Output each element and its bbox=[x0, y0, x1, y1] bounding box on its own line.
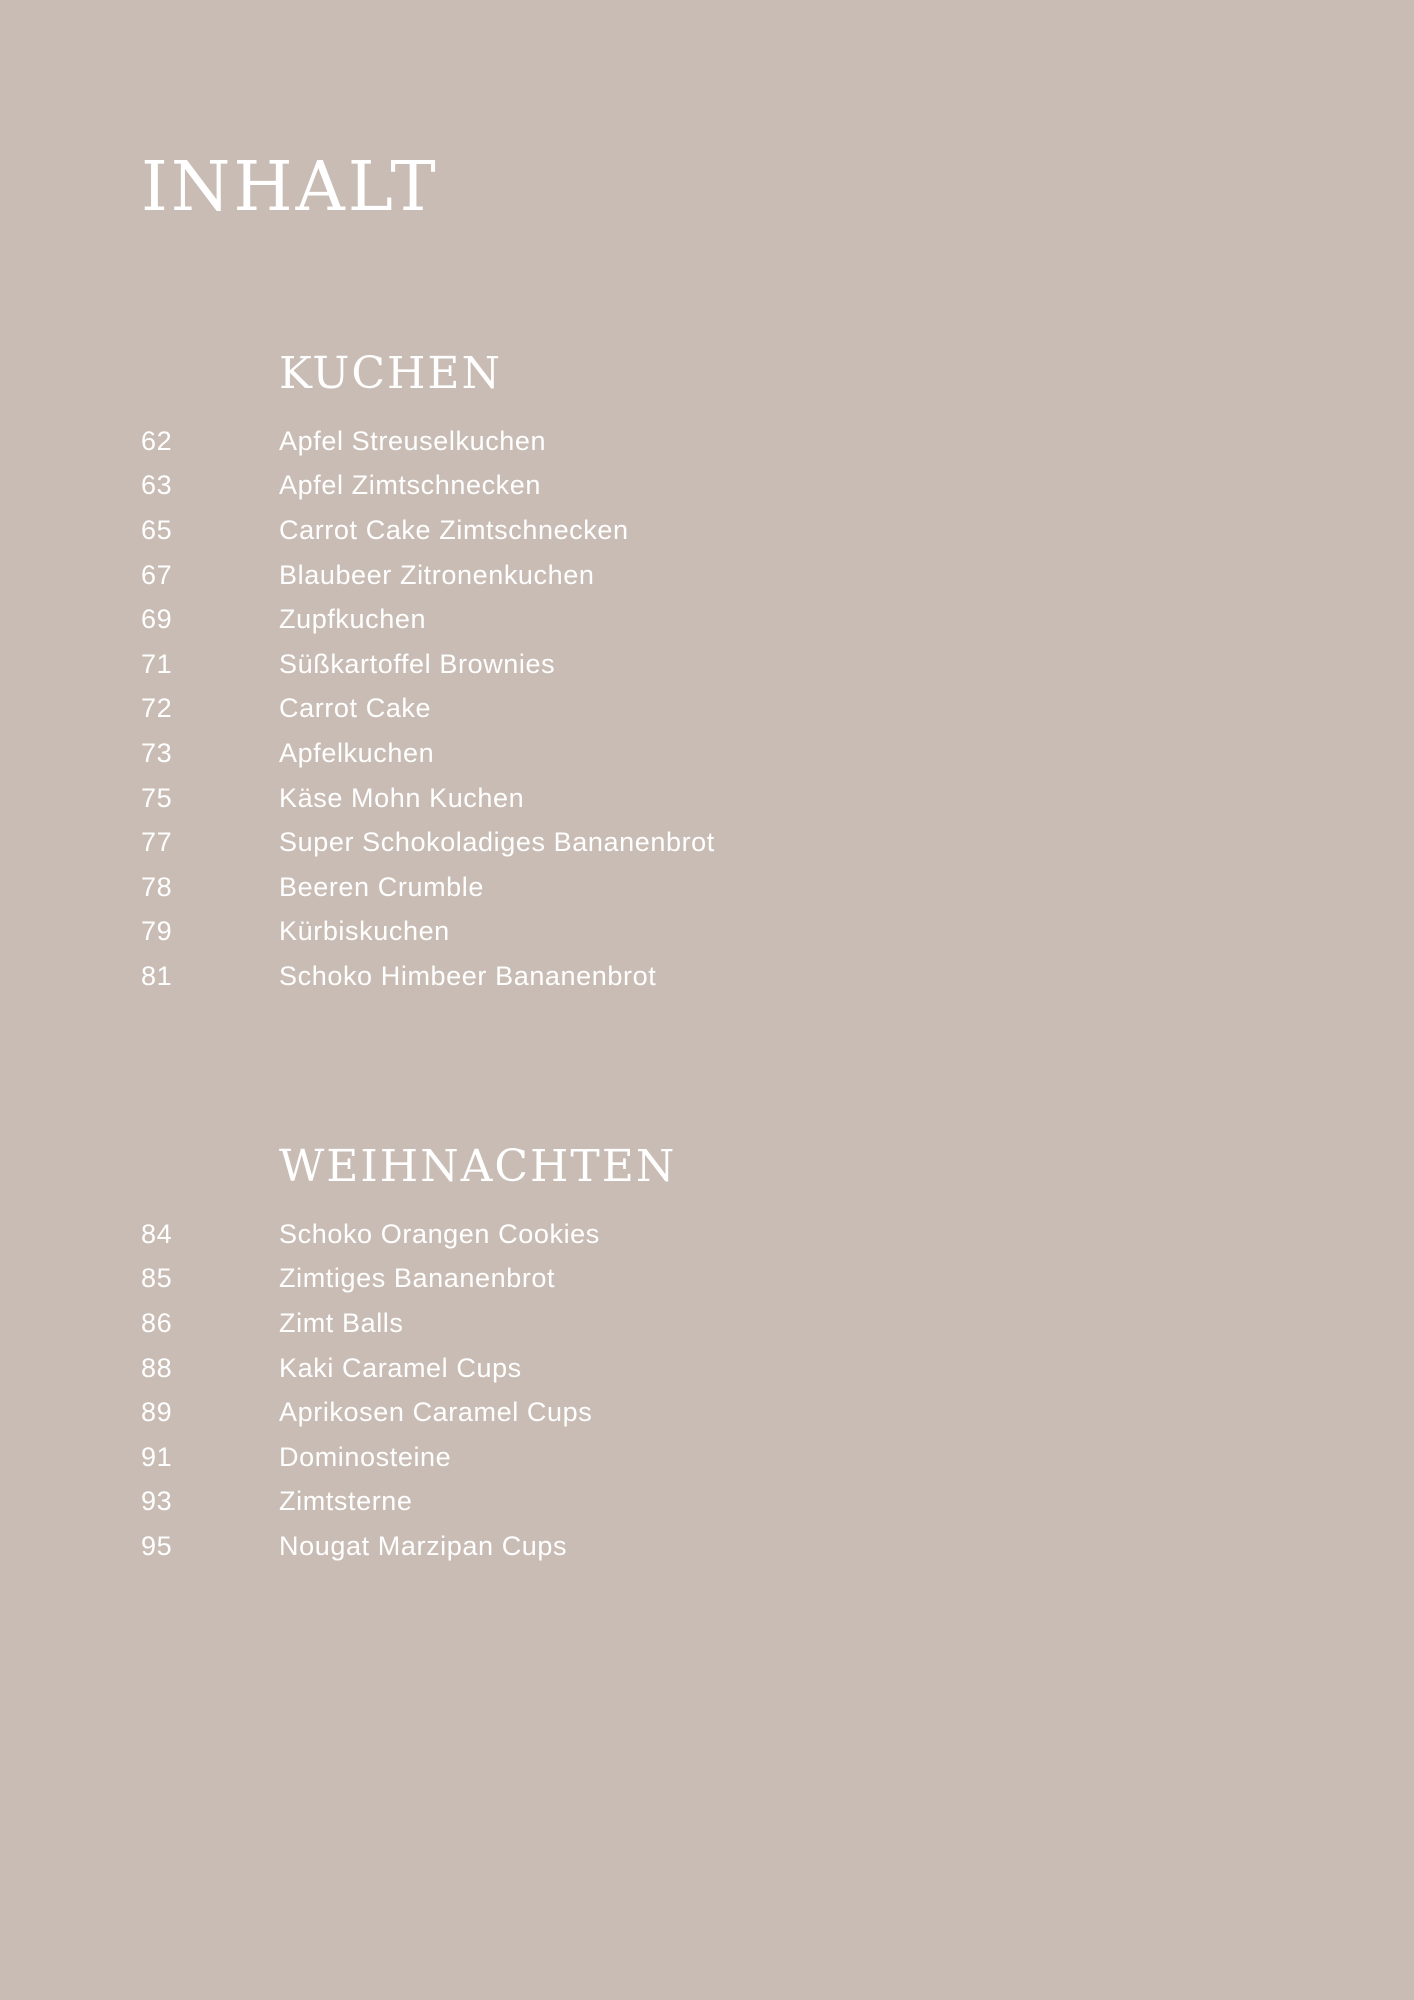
toc-entry-title: Zimtsterne bbox=[279, 1486, 413, 1517]
toc-entry bbox=[141, 731, 1241, 776]
toc-entry-page-number: 67 bbox=[141, 559, 173, 590]
toc-entry-page-number: 62 bbox=[141, 425, 173, 456]
toc-entry-title: Carrot Cake bbox=[279, 693, 432, 724]
toc-entry bbox=[141, 642, 1241, 687]
section-weihnachten bbox=[141, 1138, 1241, 1569]
toc-entry-page-number: 81 bbox=[141, 960, 173, 991]
toc-entry-page-number: 72 bbox=[141, 693, 173, 724]
toc-entry bbox=[141, 1212, 1241, 1257]
toc-entry-title: Kürbiskuchen bbox=[279, 916, 450, 947]
toc-entry-title: Kaki Caramel Cups bbox=[279, 1352, 522, 1383]
toc-entry-page-number: 65 bbox=[141, 514, 173, 545]
toc-entry-page-number: 73 bbox=[141, 737, 173, 768]
toc-entry bbox=[141, 419, 1241, 464]
toc-entry bbox=[141, 865, 1241, 910]
toc-entry-title: Schoko Himbeer Bananenbrot bbox=[279, 960, 657, 991]
toc-entry-title: Zimt Balls bbox=[279, 1307, 404, 1338]
toc-entry bbox=[141, 1524, 1241, 1569]
toc-entry-title: Apfel Zimtschnecken bbox=[279, 470, 542, 501]
toc-entry bbox=[141, 1390, 1241, 1435]
toc-entry bbox=[141, 508, 1241, 553]
toc-entry-title: Blaubeer Zitronenkuchen bbox=[279, 559, 595, 590]
toc-entry bbox=[141, 954, 1241, 999]
toc-entry bbox=[141, 1435, 1241, 1480]
toc-entry-page-number: 71 bbox=[141, 648, 173, 679]
toc-entry-list bbox=[141, 419, 1241, 999]
toc-entry-list bbox=[141, 1212, 1241, 1569]
toc-entry-title: Zupfkuchen bbox=[279, 604, 427, 635]
toc-entry-page-number: 88 bbox=[141, 1352, 173, 1383]
toc-entry-title: Beeren Crumble bbox=[279, 871, 484, 902]
toc-entry-title: Apfelkuchen bbox=[279, 737, 435, 768]
toc-entry bbox=[141, 1480, 1241, 1525]
section-kuchen bbox=[141, 345, 1241, 999]
toc-entry bbox=[141, 687, 1241, 732]
toc-entry-title: Aprikosen Caramel Cups bbox=[279, 1397, 593, 1428]
toc-entry-page-number: 77 bbox=[141, 827, 173, 858]
toc-entry-page-number: 89 bbox=[141, 1397, 173, 1428]
toc-entry bbox=[141, 464, 1241, 509]
toc-entry bbox=[141, 776, 1241, 821]
toc-entry-page-number: 84 bbox=[141, 1218, 173, 1249]
toc-entry bbox=[141, 910, 1241, 955]
toc-entry bbox=[141, 553, 1241, 598]
toc-entry bbox=[141, 1257, 1241, 1302]
toc-entry-page-number: 85 bbox=[141, 1263, 173, 1294]
toc-entry-page-number: 63 bbox=[141, 470, 173, 501]
toc-entry bbox=[141, 597, 1241, 642]
toc-entry-page-number: 69 bbox=[141, 604, 173, 635]
toc-entry-title: Dominosteine bbox=[279, 1441, 452, 1472]
toc-entry-title: Super Schokoladiges Bananenbrot bbox=[279, 827, 715, 858]
toc-entry bbox=[141, 1346, 1241, 1391]
toc-entry-page-number: 78 bbox=[141, 871, 173, 902]
section-heading: WEIHNACHTEN bbox=[279, 1141, 677, 1192]
toc-entry-title: Käse Mohn Kuchen bbox=[279, 782, 525, 813]
toc-entry-page-number: 86 bbox=[141, 1307, 173, 1338]
toc-entry-title: Zimtiges Bananenbrot bbox=[279, 1263, 556, 1294]
toc-entry-title: Carrot Cake Zimtschnecken bbox=[279, 514, 629, 545]
toc-entry-title: Schoko Orangen Cookies bbox=[279, 1218, 600, 1249]
toc-entry-page-number: 93 bbox=[141, 1486, 173, 1517]
toc-entry-page-number: 95 bbox=[141, 1530, 173, 1561]
toc-entry-page-number: 79 bbox=[141, 916, 173, 947]
toc-entry bbox=[141, 820, 1241, 865]
toc-entry-title: Apfel Streuselkuchen bbox=[279, 425, 547, 456]
toc-entry-page-number: 75 bbox=[141, 782, 173, 813]
toc-entry-title: Nougat Marzipan Cups bbox=[279, 1530, 568, 1561]
toc-entry-page-number: 91 bbox=[141, 1441, 173, 1472]
section-heading: KUCHEN bbox=[279, 348, 503, 399]
toc-entry bbox=[141, 1301, 1241, 1346]
page-title: INHALT bbox=[141, 148, 439, 227]
toc-entry-title: Süßkartoffel Brownies bbox=[279, 648, 556, 679]
